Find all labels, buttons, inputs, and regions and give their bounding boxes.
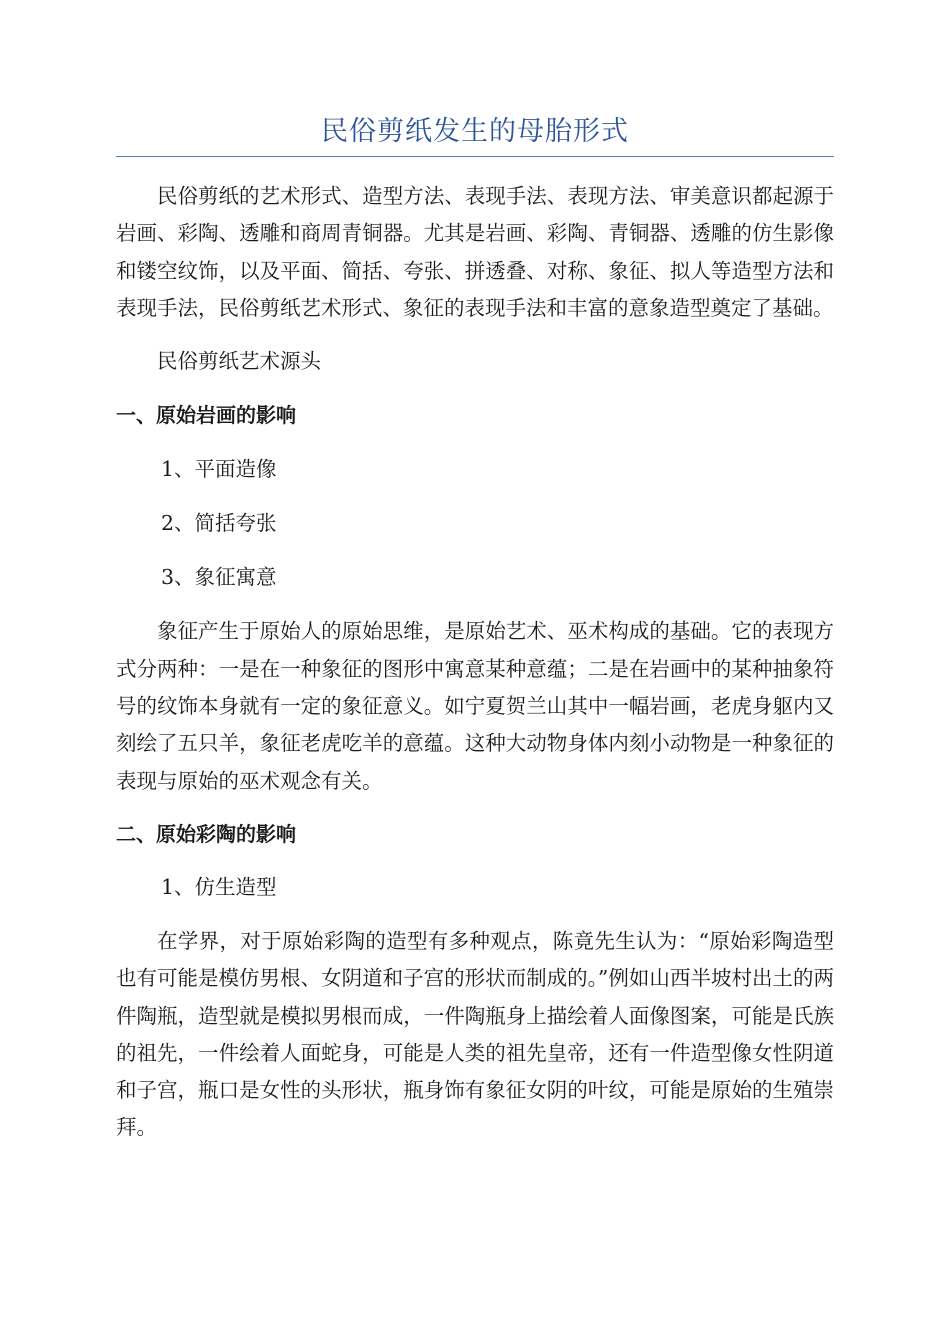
title-underline — [116, 156, 834, 157]
intro-paragraph: 民俗剪纸的艺术形式、造型方法、表现手法、表现方法、审美意识都起源于岩画、彩陶、透雕和商周青铜器。尤其是岩画、彩陶、青铜器、透雕的仿生影像和镂空纹饰，以及平面、简括、夸张、拼透叠、对称、象征、拟人等造型方法和表现手法，民俗剪纸艺术形式、象征的表现手法和丰富的意象造型奠定了基础。 — [116, 184, 834, 320]
document-page — [116, 110, 834, 1147]
list-item: 2、简括夸张 — [161, 511, 277, 536]
section1-body-paragraph: 象征产生于原始人的原始思维，是原始艺术、巫术构成的基础。它的表现方式分两种：一是在一种象征的图形中寓意某种意蕴；二是在岩画中的某种抽象符号的纹饰本身就有一定的象征意义。如宁夏贺兰山其中一幅岩画，老虎身躯内又刻绘了五只羊，象征老虎吃羊的意蕴。这种大动物身体内刻小动物是一种象征的表现与原始的巫术观念有关。 — [116, 619, 834, 793]
list-item: 3、象征寓意 — [161, 565, 277, 590]
document-title: 民俗剪纸发生的母胎形式 — [321, 116, 629, 147]
list-item: 1、平面造像 — [161, 457, 277, 482]
list-item: 1、仿生造型 — [161, 874, 277, 899]
section-heading-rock-art: 一、原始岩画的影响 — [116, 403, 296, 428]
section2-body-paragraph: 在学界，对于原始彩陶的造型有多种观点，陈竟先生认为：“原始彩陶造型也有可能是模仿男根、女阴道和子宫的形状而制成的。”例如山西半坡村出土的两件陶瓶，造型就是模拟男根而成，一件陶瓶身上描绘着人面像图案，可能是氏族的祖先，一件绘着人面蛇身，可能是人类的祖先皇帝，还有一件造型像女性阴道和子宫，瓶口是女性的头形状，瓶身饰有象征女阴的叶纹，可能是原始的生殖崇拜。 — [116, 928, 834, 1140]
section-heading-painted-pottery: 二、原始彩陶的影响 — [116, 821, 296, 846]
source-label: 民俗剪纸艺术源头 — [157, 349, 321, 374]
